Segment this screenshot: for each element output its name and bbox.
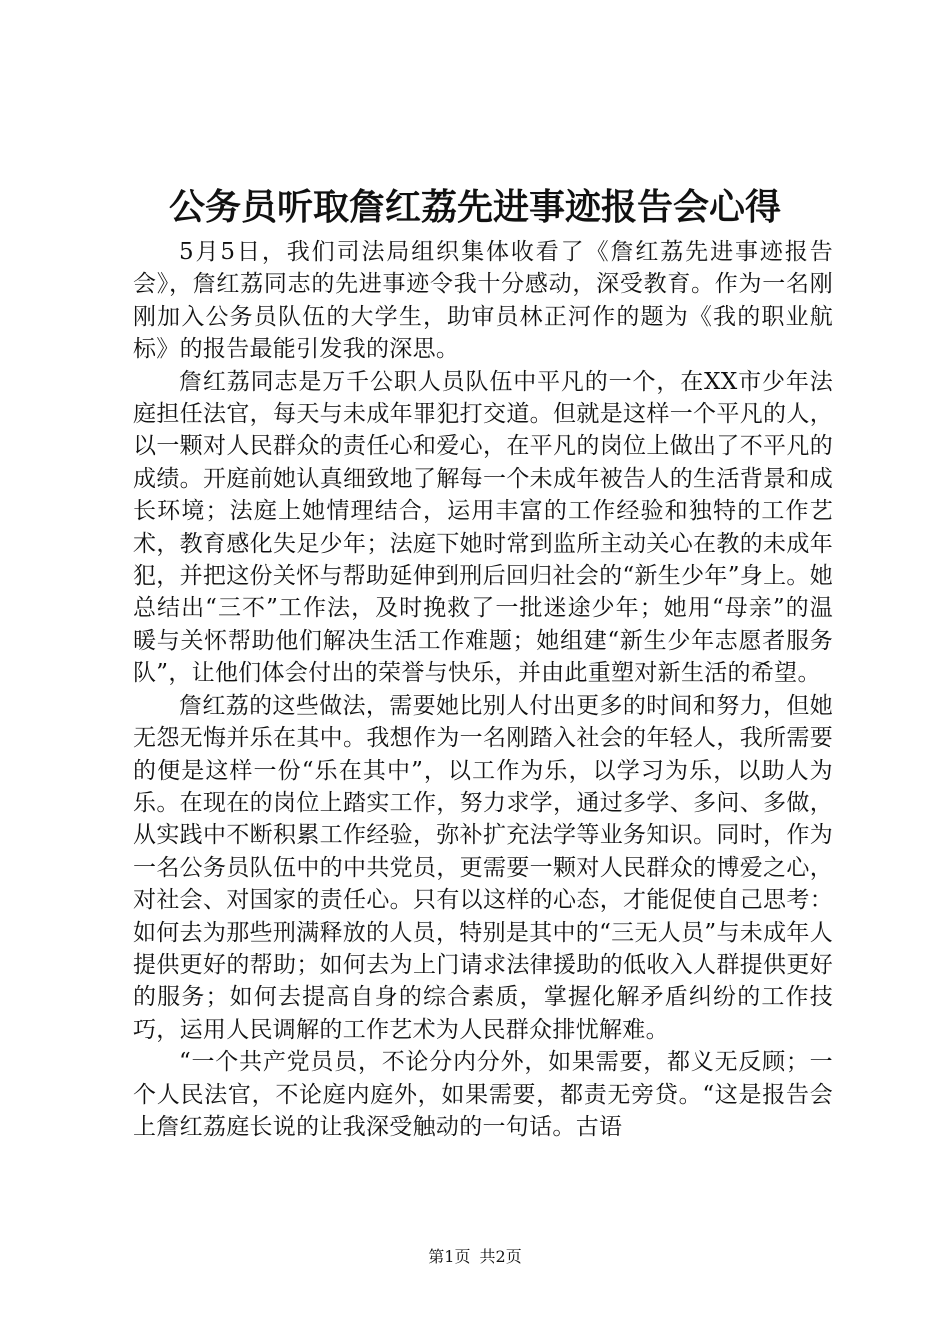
paragraph-4: “一个共产党员员，不论分内分外，如果需要，都义无反顾；一个人民法官，不论庭内庭外，如果需要，都责无旁贷。“这是报告会上詹红荔庭长说的让我深受触动的一句话。古语 bbox=[133, 1049, 833, 1140]
page-footer bbox=[0, 1246, 950, 1268]
document-title: 公务员听取詹红荔先进事迹报告会心得 bbox=[168, 187, 781, 228]
paragraph-1: 5月5日，我们司法局组织集体收看了《詹红荔先进事迹报告会》，詹红荔同志的先进事迹令我十分感动，深受教育。作为一名刚刚加入公务员队伍的大学生，助审员林正河作的题为《我的职业航标》的报告最能引发我的深思。 bbox=[133, 239, 833, 363]
paragraph-2: 詹红荔同志是万千公职人员队伍中平凡的一个，在XX市少年法庭担任法官，每天与未成年罪犯打交道。但就是这样一个平凡的人，以一颗对人民群众的责任心和爱心，在平凡的岗位上做出了不平凡的成绩。开庭前她认真细致地了解每一个未成年被告人的生活背景和成长环境；法庭上她情理结合，运用丰富的工作经验和独特的工作艺术，教育感化失足少年；法庭下她时常到监所主动关心在教的未成年犯，并把这份关怀与帮助延伸到刑后回归社会的“新生少年”身上。她总结出“三不”工作法，及时挽救了一批迷途少年；她用“母亲”的温暖与关怀帮助他们解决生活工作难题；她组建“新生少年志愿者服务队”，让他们体会付出的荣誉与快乐，并由此重塑对新生活的希望。 bbox=[133, 368, 833, 687]
page-number: 第1页 bbox=[428, 1247, 471, 1266]
page-total: 共2页 bbox=[479, 1247, 522, 1266]
document-body bbox=[133, 236, 833, 1143]
paragraph-3: 詹红荔的这些做法，需要她比别人付出更多的时间和努力，但她无怨无悔并乐在其中。我想作为一名刚踏入社会的年轻人，我所需要的便是这样一份“乐在其中”，以工作为乐，以学习为乐，以助人为乐。在现在的岗位上踏实工作，努力求学，通过多学、多问、多做，从实践中不断积累工作经验，弥补扩充法学等业务知识。同时，作为一名公务员队伍中的中共党员，更需要一颗对人民群众的博爱之心，对社会、对国家的责任心。只有以这样的心态，才能促使自己思考：如何去为那些刑满释放的人员，特别是其中的“三无人员”与未成年人提供更好的帮助；如何去为上门请求法律援助的低收入人群提供更好的服务；如何去提高自身的综合素质，掌握化解矛盾纠纷的工作技巧，运用人民调解的工作艺术为人民群众排忧解难。 bbox=[133, 692, 833, 1043]
